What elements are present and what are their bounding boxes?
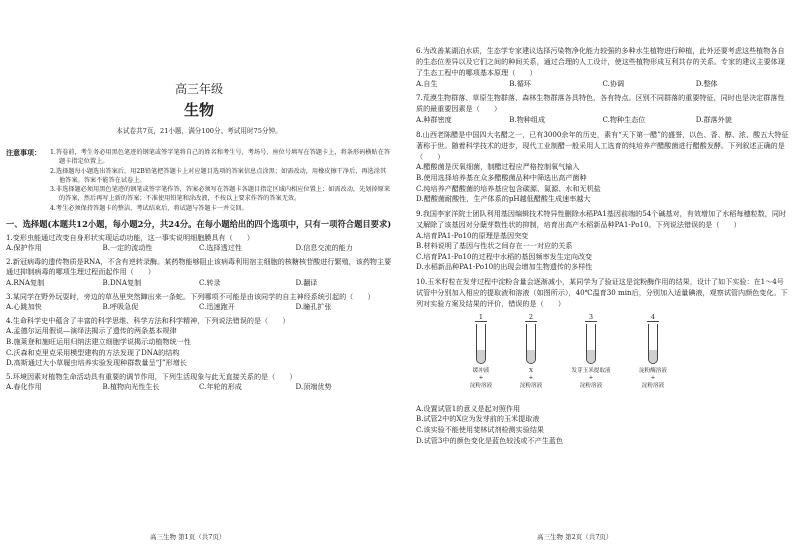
question xyxy=(6,372,392,393)
option: B.DNA复制 xyxy=(102,277,142,287)
tube-label-line: 淀粉溶液 xyxy=(641,382,665,389)
option: C.年轮的形成 xyxy=(199,382,242,392)
notice-item: 4.考生必须保持答题卡的整洁，考试结束后，将试题与答题卡一并交回。 xyxy=(50,204,248,212)
option: D.顶端优势 xyxy=(295,382,332,392)
tube-number: 1 xyxy=(478,312,484,321)
option: C.纯培养产醋酸菌的培养基应包含碳源、氮源、水和无机盐 xyxy=(416,183,601,193)
notice-item: 1.答卷前，考生务必用黑色笔迹的钢笔或签字笔将自己的姓名和考生号、考场号、座位号填写在答题卡上，将条形码横贴在答题卡指定位置上。 xyxy=(50,149,391,166)
option: B.植物向光性生长 xyxy=(102,382,160,392)
question-stem: 6.为改善某湖泊水质，生态学专家建议选择污染物净化能力较强的多种水生植物进行种植，此外还要考虑这些植物各自的生态位差异以及它们之间的种间关系，通过合理的人工设计，使这些植物形成互利共存的关系。专家的建议主要体现了生态工程中的哪项基本原理（ ） xyxy=(416,46,785,77)
option: A.春化作用 xyxy=(6,382,42,392)
tube-rim xyxy=(647,321,659,323)
section-heading: 一、选择题(本题共12小题，每小题2分，共24分。在每小题给出的四个选项中，只有一项符合题目要求) xyxy=(6,219,392,230)
option: B.材料说明了基因与性状之间存在一一对应的关系 xyxy=(416,241,573,251)
question-stem: 8.山西老陈醋是中国四大名醋之一，已有3000余年的历史，素有“天下第一醋”的盛誉，以色、香、醇、浓、酸五大特征著称于世。随着科学技术的进步，现代工业制醋一般采用人工选育的纯培养产醋酸菌进行醋酸发酵。下列叙述正确的是（ ） xyxy=(416,129,789,161)
exam-page-2 xyxy=(397,0,794,550)
tube-label-line: 淀粉溶液 xyxy=(579,382,603,389)
question-stem: 10.玉米籽粒在发芽过程中淀粉含量会逐渐减小，某同学为了验证这是淀粉酶作用的结果，设计了如下实验：在1～4号试管中分别加入相应的提取液和溶液（如图所示），40℃温育30 min后，分别加入适量碘液，观察试管内颜色变化。下列对实验方案及结果的评价，错误的是（ ） xyxy=(416,277,788,308)
option: D.群落外貌 xyxy=(695,115,732,125)
tube-liquid xyxy=(477,350,485,363)
option: C.沃森和克里克采用模型建构的方法发现了DNA的结构 xyxy=(6,347,180,357)
question-stem: 5.环境因素对植物生命活动具有重要的调节作用，下列生活现象与此无直接关系的是（ ） xyxy=(6,371,297,381)
grade-title: 高三年级 xyxy=(174,82,223,96)
question xyxy=(6,257,392,289)
tube-liquid xyxy=(649,350,657,363)
option-row xyxy=(416,115,789,126)
option-row xyxy=(6,382,392,393)
tube-label-line: 发芽玉米提取液 xyxy=(571,367,611,374)
tube-number: 2 xyxy=(528,312,534,321)
option: A.自生 xyxy=(416,78,438,88)
tube-label-line: + xyxy=(478,375,484,382)
option: A.醋酸菌是厌氧细菌，制醋过程应严格控制氧气输入 xyxy=(416,162,580,172)
question-stem: 2.新冠病毒的遗传物质是RNA，不含有逆转录酶。某药物能够阻止该病毒利用宿主细胞的核糖核苷酸进行繁殖，该药物主要通过抑制病毒的哪项生理过程而起作用（ ） xyxy=(6,256,392,277)
option: B.施莱登和施旺运用归纳法建立细胞学说揭示动植物统一性 xyxy=(6,336,191,346)
tube-label-line: 缓冲液 xyxy=(472,367,490,374)
option-row xyxy=(6,302,392,313)
tube-label-line: + xyxy=(528,375,534,382)
tube-label xyxy=(503,368,559,391)
notice-list xyxy=(50,148,392,213)
tube-label xyxy=(563,368,619,391)
question-stem: 7.荒漠生物群落、草原生物群落、森林生物群落各具特色，各有特点。区别不同群落的重要特征，同时也是决定群落性质的最重要因素是（ ） xyxy=(416,93,785,114)
notice-heading: 注意事项： xyxy=(6,148,41,157)
option: C.转录 xyxy=(199,277,221,287)
question-list xyxy=(416,46,789,446)
question-list xyxy=(6,233,392,393)
option-row xyxy=(6,278,392,289)
option: D.高斯通过大小草履虫培养实验发现种群数量呈“J”形增长 xyxy=(6,358,187,368)
page-footer: 高三生物 第2页（共7页） xyxy=(537,533,613,541)
option: D.翻译 xyxy=(295,277,318,287)
tube-liquid xyxy=(527,350,535,363)
option: D.试管3中的颜色变化是蓝色较浅或不产生蓝色 xyxy=(416,435,563,445)
question xyxy=(6,316,392,369)
option: C.培育PA1-Po10的过程中水稻的基因频率发生定向改变 xyxy=(416,251,593,261)
question xyxy=(6,292,392,313)
test-tube xyxy=(526,324,536,364)
option: D.信息交流的能力 xyxy=(295,243,353,253)
tube-number: 3 xyxy=(588,312,594,321)
option-row xyxy=(6,243,392,254)
option: A.心跳加快 xyxy=(6,302,42,312)
question-stem: 9.我国李家洋院士团队利用基因编辑技术特异性删除水稻PA1基因前端的54个碱基对，有效增加了水稻每穗粒数，同时又解除了该基因对分蘖芽数性状的抑制，培育出高产水稻新品种PA1-Po10。下列说法错误的是（ ） xyxy=(416,208,787,229)
tube-label-line: + xyxy=(588,375,594,382)
tube-label xyxy=(625,368,681,391)
option: D.瞳孔扩张 xyxy=(295,302,332,312)
option: A.RNA复制 xyxy=(6,277,45,287)
question xyxy=(6,233,392,254)
tube-liquid xyxy=(587,350,595,363)
option-row xyxy=(416,79,789,90)
question-stem: 1.变形虫能通过改变自身形状实现运动功能，这一事实说明细胞膜具有（ ） xyxy=(6,232,254,242)
tube-number: 4 xyxy=(650,312,656,321)
option: B.循环 xyxy=(509,78,531,88)
option: B.使用选择培养基在众多醋酸菌品种中筛选出高产菌种 xyxy=(416,173,587,183)
tube-rim xyxy=(585,321,597,323)
tube-rim xyxy=(525,321,537,323)
option: A.种群密度 xyxy=(416,115,452,125)
exam-meta: 本试卷共7页，21小题，满分100分。考试用时75分钟。 xyxy=(116,127,282,135)
option: D.醋酸菌耐酸性，生产体系的pH越低醋酸生成速率越大 xyxy=(416,194,591,204)
option: A.培育PA1-Po10的原理是基因突变 xyxy=(416,230,529,240)
page-footer: 高三生物 第1页（共7页） xyxy=(150,533,226,541)
test-tube-diagram xyxy=(416,312,789,404)
question-stem: 3.某同学在野外玩耍时，旁边的草丛里突然蹿出来一条蛇。下列哪项不可能是由该同学的自主神经系统引起的（ ） xyxy=(6,291,375,301)
test-tube xyxy=(476,324,486,364)
test-tube xyxy=(586,324,596,364)
question xyxy=(416,277,789,446)
tube-label-line: 淀粉溶液 xyxy=(519,382,543,389)
option: C.协调 xyxy=(602,78,625,88)
option: C.选择透过性 xyxy=(199,243,242,253)
tube-label-line: + xyxy=(650,375,656,382)
option: C.迅速跑开 xyxy=(199,302,235,312)
question xyxy=(416,46,789,89)
tube-label-line: 淀粉酶溶液 xyxy=(639,367,667,374)
tube-label-line: X xyxy=(529,367,533,374)
option: B.一定的流动性 xyxy=(102,243,153,253)
question xyxy=(416,130,789,205)
option: B.物种组成 xyxy=(509,115,546,125)
option: B.呼吸急促 xyxy=(102,302,139,312)
option: A.设置试管1的意义是起对照作用 xyxy=(416,403,521,413)
subject-title: 生物 xyxy=(183,101,214,119)
tube-label xyxy=(453,368,509,391)
option: D.整体 xyxy=(695,78,718,88)
question xyxy=(416,93,789,125)
option: C.物种生态位 xyxy=(602,115,646,125)
notice-item: 2.选择题每小题选出答案后，用2B铅笔把答题卡上对应题目选项的答案信息点涂黑；如需改动，用橡皮擦干净后，再选涂其他答案。答案不能答在试卷上。 xyxy=(50,167,387,184)
notice-block xyxy=(6,148,392,213)
notice-item: 3.非选择题必须用黑色笔迹的钢笔或签字笔作答，答案必须写在答题卡各题目指定区域内相应位置上；如需改动，先划掉原来的答案，然后再写上新的答案；不准使用铅笔和涂改液，不按以上要求作答的答案无效。 xyxy=(50,186,391,203)
tube-rim xyxy=(475,321,487,323)
option: C.该实验不能使用斐林试剂检测实验结果 xyxy=(416,424,545,434)
option: B.试管2中的X应为发芽前的玉米提取液 xyxy=(416,414,540,424)
option: A.保护作用 xyxy=(6,243,42,253)
option: A.孟德尔运用假说—演绎法揭示了遗传的两条基本规律 xyxy=(6,326,177,336)
option: D.水稻新品种PA1-Po10的出现会增加生物遗传的多样性 xyxy=(416,262,593,272)
question-stem: 4.生命科学史中蕴含了丰富的科学思维、科学方法和科学精神，下列说法错误的是（ ） xyxy=(6,315,290,325)
tube-label-line: 淀粉溶液 xyxy=(469,382,493,389)
test-tube xyxy=(648,324,658,364)
question xyxy=(416,209,789,273)
